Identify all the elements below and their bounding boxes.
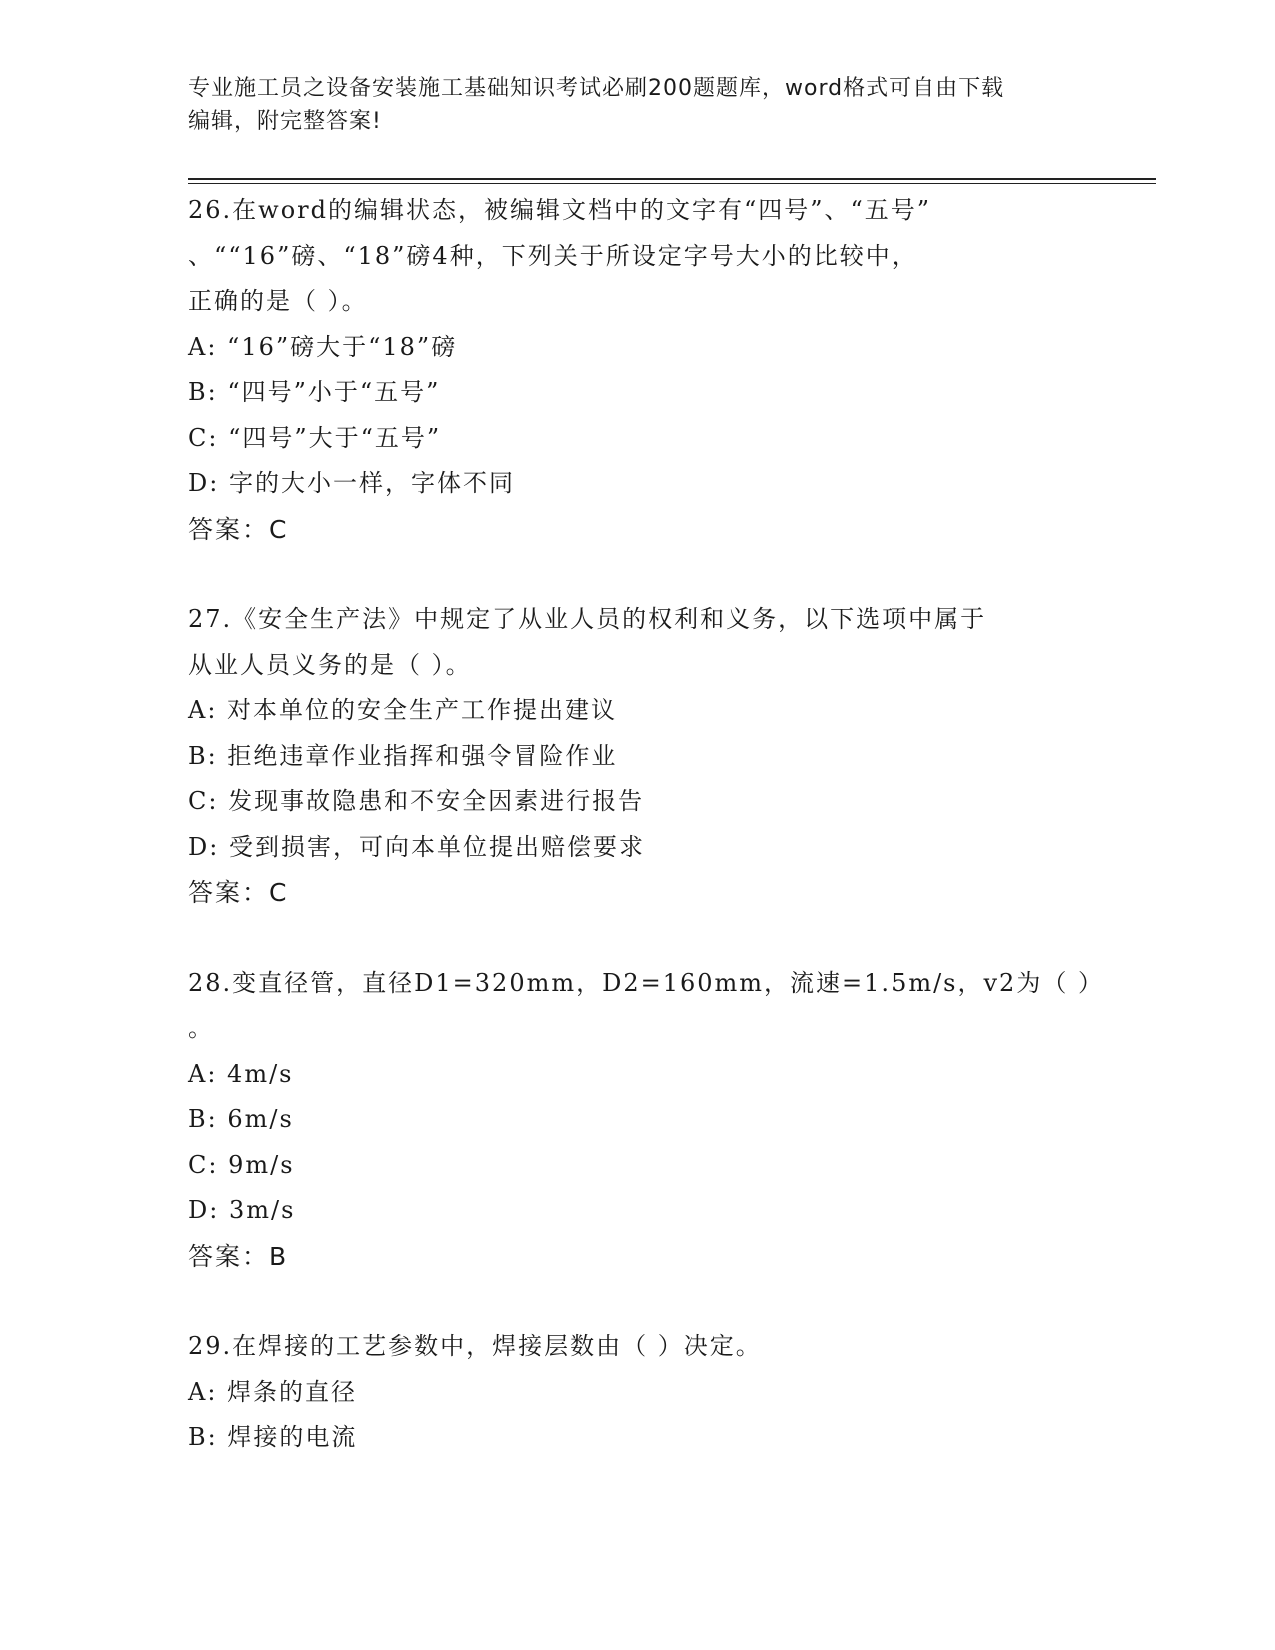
question-stem-line: 27.《安全生产法》中规定了从业人员的权利和义务，以下选项中属于 [188,605,987,633]
question-list [188,188,1104,1461]
question-stem-line: 正确的是（ ）。 [188,287,368,315]
header-divider-top [188,178,1156,180]
option-a: A: “16”磅大于“18”磅 [188,332,458,361]
option-a: A: 4m/s [188,1059,294,1088]
question-stem-line: 。 [188,1014,214,1042]
option-c: C: “四号”大于“五号” [188,423,442,452]
question-29 [188,1324,1088,1461]
option-c: C: 9m/s [188,1150,295,1179]
question-27 [188,597,1088,916]
question-stem-line: 、““16”磅、“18”磅4种，下列关于所设定字号大小的比较中， [188,241,918,270]
option-d: D: 字的大小一样，字体不同 [188,469,515,497]
option-d: D: 受到损害，可向本单位提出赔偿要求 [188,832,645,861]
option-b: B: 拒绝违章作业指挥和强令冒险作业 [188,741,618,770]
option-b: B: 6m/s [188,1105,294,1133]
answer-line: 答案：C [188,514,289,544]
question-stem-line: 从业人员义务的是（ ）。 [188,650,472,679]
question-spacer [188,552,1088,597]
header-line-1: 专业施工员之设备安装施工基础知识考试必刷200题题库，word格式可自由下载 [188,76,1005,101]
question-28 [188,961,1104,1280]
option-a: A: 焊条的直径 [188,1377,358,1406]
option-c: C: 发现事故隐患和不安全因素进行报告 [188,787,645,815]
question-stem-line: 29.在焊接的工艺参数中，焊接层数由（ ）决定。 [188,1332,762,1360]
answer-line: 答案：C [188,878,289,907]
option-a: A: 对本单位的安全生产工作提出建议 [188,696,618,724]
header-line-2: 编辑，附完整答案! [188,109,382,134]
question-26 [188,188,1088,552]
question-spacer [188,1279,1088,1324]
answer-line: 答案：B [188,1241,289,1271]
option-b: B: “四号”小于“五号” [188,378,441,406]
question-spacer [188,916,1088,961]
header-divider-bottom [188,183,1156,184]
option-b: B: 焊接的电流 [188,1423,358,1451]
question-stem-line: 26.在word的编辑状态，被编辑文档中的文字有“四号”、“五号” [188,196,932,224]
question-stem-line: 28.变直径管，直径D1=320mm，D2=160mm，流速=1.5m/s，v2为（ ） [188,968,1104,997]
option-d: D: 3m/s [188,1196,296,1224]
document-header [188,72,1088,138]
